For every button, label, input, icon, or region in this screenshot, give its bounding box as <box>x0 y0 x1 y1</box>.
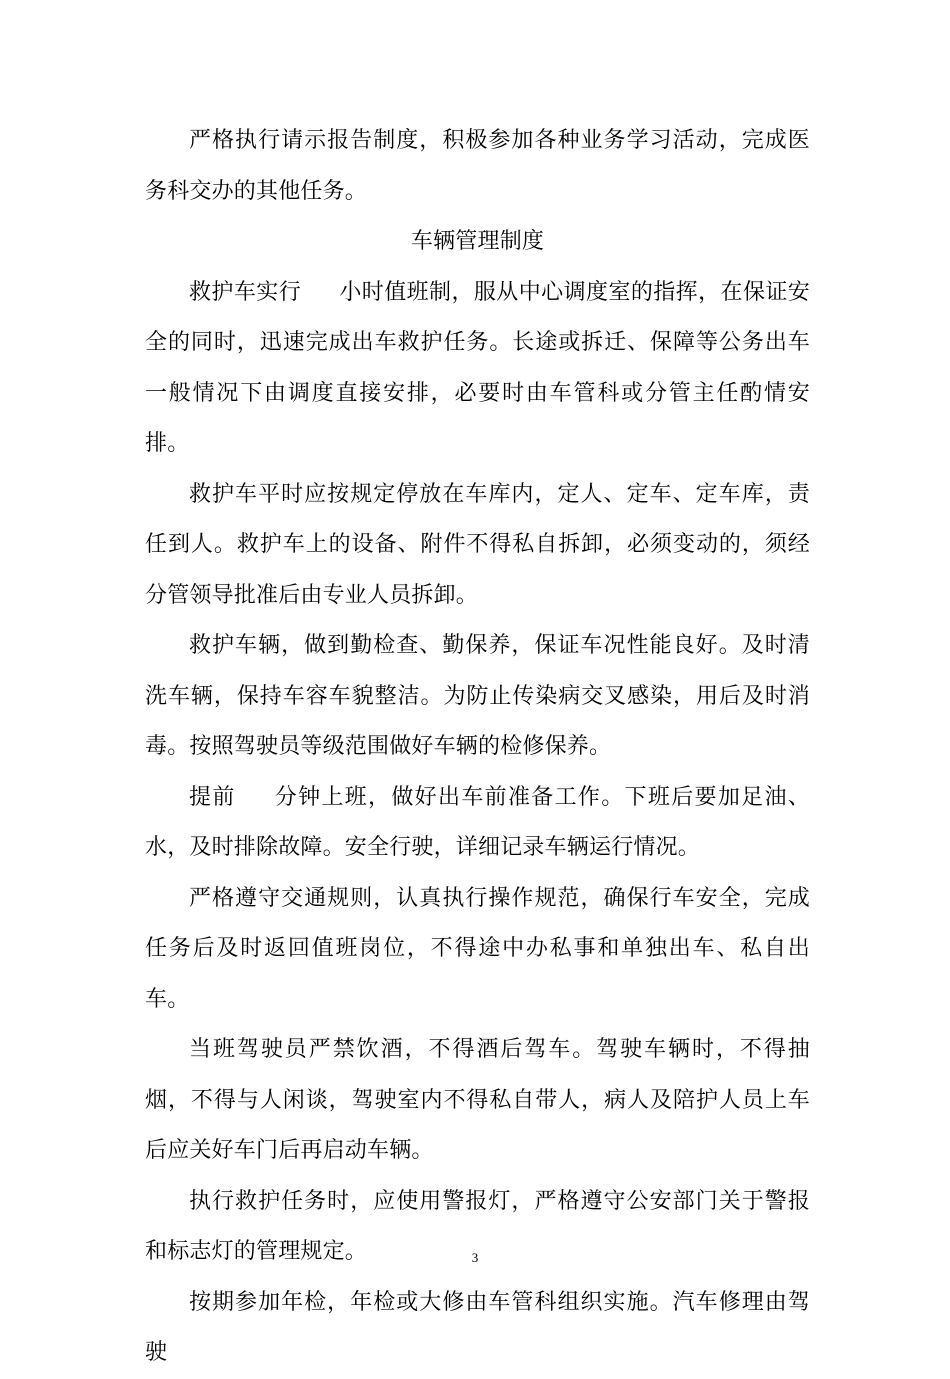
paragraph-duty-shift-start: 救护车实行 <box>189 279 302 305</box>
paragraph-arrival-start: 提前 <box>189 784 236 810</box>
paragraph-arrival-rest: 分钟上班，做好出车前准备工作。下班后要加足油、水，及时排除故障。安全行驶，详细记录车辆运行情况。 <box>145 784 810 860</box>
page-number: 3 <box>471 1250 479 1265</box>
paragraph-traffic-rules: 严格遵守交通规则，认真执行操作规范，确保行车安全，完成任务后及时返回值班岗位，不得途中办私事和单独出车、私自出车。 <box>145 885 810 1012</box>
paragraph-parking: 救护车平时应按规定停放在车库内，定人、定车、定车库，责任到人。救护车上的设备、附件不得私自拆卸，必须变动的，须经分管领导批准后由专业人员拆卸。 <box>145 481 810 608</box>
paragraph-arrival <box>145 773 810 874</box>
paragraph-duty-shift-rest: 小时值班制，服从中心调度室的指挥，在保证安全的同时，迅速完成出车救护任务。长途或拆迁、保障等公务出车一般情况下由调度直接安排，必要时由车管科或分管主任酌情安排。 <box>145 279 810 456</box>
paragraph-no-drinking: 当班驾驶员严禁饮酒，不得酒后驾车。驾驶车辆时，不得抽烟，不得与人闲谈，驾驶室内不得私自带人，病人及陪护人员上车后应关好车门后再启动车辆。 <box>145 1037 810 1163</box>
paragraph-maintenance: 救护车辆，做到勤检查、勤保养，保证车况性能良好。及时清洗车辆，保持车容车貌整洁。为防止传染病交叉感染，用后及时消毒。按照驾驶员等级范围做好车辆的检修保养。 <box>145 633 810 759</box>
section-heading: 车辆管理制度 <box>410 229 545 254</box>
paragraph-reporting-duties: 严格执行请示报告制度，积极参加各种业务学习活动，完成医务科交办的其他任务。 <box>145 128 810 204</box>
paragraph-annual-inspection: 按期参加年检，年检或大修由车管科组织实施。汽车修理由驾驶 <box>145 1289 810 1365</box>
paragraph-duty-shift <box>145 268 810 470</box>
paragraph-warning-lights: 执行救护任务时，应使用警报灯，严格遵守公安部门关于警报和标志灯的管理规定。 <box>145 1188 810 1264</box>
document-body <box>145 116 810 1379</box>
